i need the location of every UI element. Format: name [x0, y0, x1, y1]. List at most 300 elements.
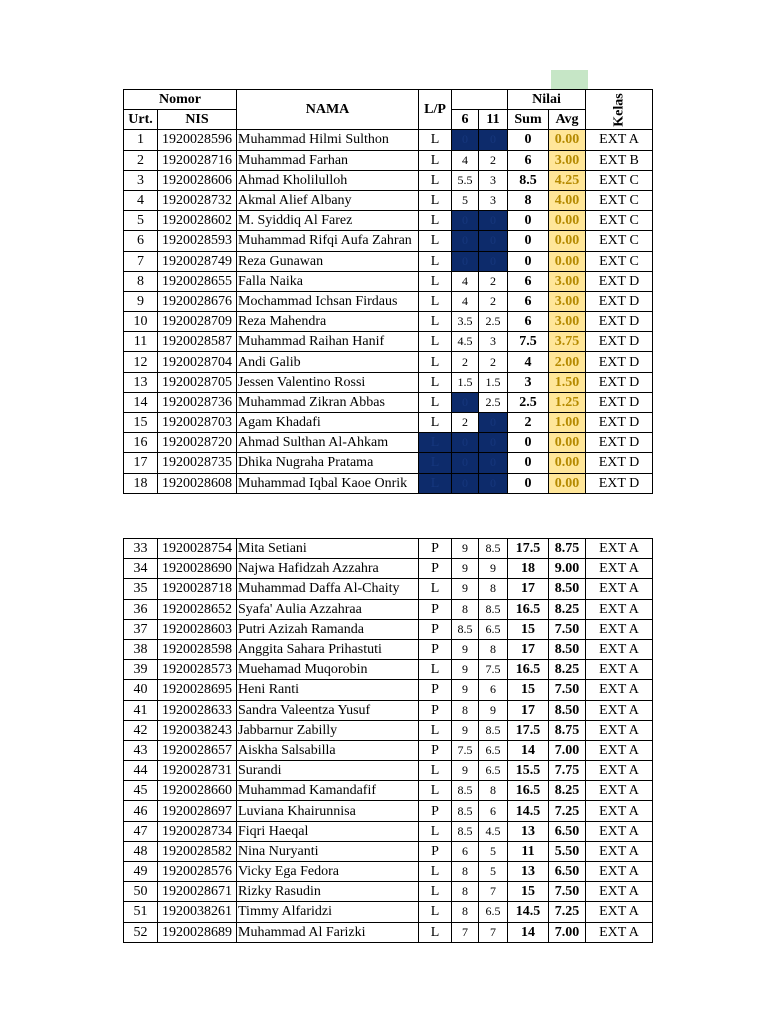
table-row	[124, 453, 653, 473]
cell-avg: 8.25	[549, 660, 586, 680]
cell-urt: 40	[124, 680, 158, 700]
cell-nis: 1920028598	[158, 639, 237, 659]
header-nilai: Nilai	[508, 90, 586, 110]
cell-lp: L	[419, 150, 452, 170]
cell-nis: 1920028749	[158, 251, 237, 271]
table-row	[124, 413, 653, 433]
cell-nis: 1920028735	[158, 453, 237, 473]
cell-nama: Mita Setiani	[237, 539, 419, 559]
cell-urt: 13	[124, 372, 158, 392]
table-row	[124, 433, 653, 453]
cell-score-6: 8.5	[452, 781, 479, 801]
cell-score-6: 0	[452, 453, 479, 473]
cell-avg: 0.00	[549, 231, 586, 251]
cell-kelas: EXT A	[586, 821, 653, 841]
cell-nama: Akmal Alief Albany	[237, 190, 419, 210]
cell-nis: 1920028671	[158, 882, 237, 902]
cell-lp: L	[419, 211, 452, 231]
cell-score-6: 9	[452, 639, 479, 659]
cell-lp: P	[419, 841, 452, 861]
cell-nama: Muhammad Iqbal Kaoe Onrik	[237, 473, 419, 493]
header-s6: 6	[452, 110, 479, 130]
cell-score-6: 9	[452, 720, 479, 740]
cell-avg: 8.50	[549, 579, 586, 599]
cell-urt: 5	[124, 211, 158, 231]
cell-kelas: EXT D	[586, 392, 653, 412]
cell-score-11: 0	[479, 413, 508, 433]
cell-nama: Dhika Nugraha Pratama	[237, 453, 419, 473]
cell-urt: 8	[124, 271, 158, 291]
cell-nama: Luviana Khairunnisa	[237, 801, 419, 821]
cell-kelas: EXT A	[586, 781, 653, 801]
cell-lp: L	[419, 130, 452, 150]
cell-sum: 0	[508, 130, 549, 150]
cell-score-6: 0	[452, 473, 479, 493]
cell-score-6: 8	[452, 700, 479, 720]
cell-nama: Muehamad Muqorobin	[237, 660, 419, 680]
cell-urt: 44	[124, 761, 158, 781]
cell-score-11: 3	[479, 332, 508, 352]
cell-avg: 7.00	[549, 922, 586, 942]
cell-urt: 45	[124, 781, 158, 801]
cell-nis: 1920028657	[158, 740, 237, 760]
cell-score-11: 8.5	[479, 539, 508, 559]
cell-lp: P	[419, 559, 452, 579]
cell-avg: 8.50	[549, 639, 586, 659]
cell-nis: 1920028576	[158, 862, 237, 882]
cell-sum: 7.5	[508, 332, 549, 352]
cell-score-6: 3.5	[452, 312, 479, 332]
cell-kelas: EXT D	[586, 291, 653, 311]
table-row	[124, 539, 653, 559]
cell-score-11: 2	[479, 271, 508, 291]
cell-sum: 0	[508, 211, 549, 231]
cell-sum: 15	[508, 882, 549, 902]
cell-nama: Putri Azizah Ramanda	[237, 619, 419, 639]
cell-nama: Muhammad Zikran Abbas	[237, 392, 419, 412]
cell-avg: 8.50	[549, 700, 586, 720]
header-avg: Avg	[549, 110, 586, 130]
cell-sum: 14.5	[508, 902, 549, 922]
cell-urt: 46	[124, 801, 158, 821]
cell-score-11: 8	[479, 639, 508, 659]
cell-sum: 4	[508, 352, 549, 372]
cell-kelas: EXT D	[586, 413, 653, 433]
cell-sum: 15	[508, 680, 549, 700]
score-table-top	[123, 89, 653, 494]
table-row	[124, 821, 653, 841]
table-row	[124, 352, 653, 372]
cell-kelas: EXT A	[586, 902, 653, 922]
cell-urt: 6	[124, 231, 158, 251]
cell-lp: L	[419, 660, 452, 680]
cell-nama: Falla Naika	[237, 271, 419, 291]
cell-urt: 36	[124, 599, 158, 619]
cell-lp: P	[419, 619, 452, 639]
cell-score-11: 2.5	[479, 392, 508, 412]
cell-score-6: 9	[452, 579, 479, 599]
cell-kelas: EXT C	[586, 231, 653, 251]
cell-sum: 6	[508, 312, 549, 332]
cell-urt: 7	[124, 251, 158, 271]
table-row	[124, 372, 653, 392]
cell-sum: 17	[508, 579, 549, 599]
cell-kelas: EXT D	[586, 433, 653, 453]
cell-score-6: 4.5	[452, 332, 479, 352]
cell-kelas: EXT A	[586, 882, 653, 902]
table-row	[124, 332, 653, 352]
cell-nis: 1920028608	[158, 473, 237, 493]
cell-avg: 0.00	[549, 473, 586, 493]
cell-nama: Muhammad Rifqi Aufa Zahran	[237, 231, 419, 251]
cell-nis: 1920028734	[158, 821, 237, 841]
cell-sum: 17	[508, 639, 549, 659]
cell-score-11: 6.5	[479, 761, 508, 781]
cell-nis: 1920028705	[158, 372, 237, 392]
cell-lp: L	[419, 922, 452, 942]
cell-nis: 1920028602	[158, 211, 237, 231]
cell-nama: Muhammad Hilmi Sulthon	[237, 130, 419, 150]
cell-nama: Heni Ranti	[237, 680, 419, 700]
cell-lp: P	[419, 599, 452, 619]
table-row	[124, 291, 653, 311]
cell-nis: 1920028690	[158, 559, 237, 579]
cell-score-6: 5.5	[452, 170, 479, 190]
cell-lp: L	[419, 902, 452, 922]
cell-avg: 7.50	[549, 680, 586, 700]
cell-kelas: EXT D	[586, 312, 653, 332]
cell-urt: 2	[124, 150, 158, 170]
cell-score-11: 1.5	[479, 372, 508, 392]
cell-score-6: 9	[452, 761, 479, 781]
table-row	[124, 271, 653, 291]
cell-nama: Aiskha Salsabilla	[237, 740, 419, 760]
cell-avg: 7.50	[549, 882, 586, 902]
cell-kelas: EXT A	[586, 680, 653, 700]
cell-kelas: EXT A	[586, 761, 653, 781]
cell-lp: L	[419, 392, 452, 412]
cell-nis: 1920028689	[158, 922, 237, 942]
table-row	[124, 312, 653, 332]
table-row	[124, 251, 653, 271]
cell-urt: 34	[124, 559, 158, 579]
cell-avg: 7.50	[549, 619, 586, 639]
cell-score-6: 1.5	[452, 372, 479, 392]
cell-score-11: 5	[479, 841, 508, 861]
cell-avg: 8.75	[549, 539, 586, 559]
cell-avg: 3.00	[549, 291, 586, 311]
header-blank	[452, 90, 508, 110]
cell-nis: 1920028704	[158, 352, 237, 372]
cell-score-11: 2	[479, 291, 508, 311]
cell-nama: Fiqri Haeqal	[237, 821, 419, 841]
table-row	[124, 579, 653, 599]
cell-lp: P	[419, 639, 452, 659]
cell-avg: 6.50	[549, 821, 586, 841]
cell-nama: Surandi	[237, 761, 419, 781]
cell-score-6: 9	[452, 559, 479, 579]
table-row	[124, 473, 653, 493]
cell-avg: 3.00	[549, 312, 586, 332]
cell-nis: 1920028593	[158, 231, 237, 251]
cell-urt: 43	[124, 740, 158, 760]
table-row	[124, 781, 653, 801]
cell-score-11: 6.5	[479, 619, 508, 639]
cell-avg: 8.25	[549, 781, 586, 801]
cell-urt: 52	[124, 922, 158, 942]
table-row	[124, 862, 653, 882]
cell-lp: L	[419, 473, 452, 493]
cell-score-11: 9	[479, 559, 508, 579]
cell-nama: Andi Galib	[237, 352, 419, 372]
cell-urt: 1	[124, 130, 158, 150]
cell-urt: 9	[124, 291, 158, 311]
cell-score-11: 7	[479, 882, 508, 902]
cell-nama: Syafa' Aulia Azzahraa	[237, 599, 419, 619]
cell-sum: 0	[508, 231, 549, 251]
cell-kelas: EXT C	[586, 251, 653, 271]
cell-urt: 37	[124, 619, 158, 639]
cell-sum: 6	[508, 291, 549, 311]
cell-lp: L	[419, 821, 452, 841]
cell-urt: 18	[124, 473, 158, 493]
cell-kelas: EXT A	[586, 841, 653, 861]
cell-score-11: 8.5	[479, 720, 508, 740]
cell-avg: 7.25	[549, 801, 586, 821]
table-row	[124, 922, 653, 942]
cell-lp: L	[419, 170, 452, 190]
cell-score-11: 6.5	[479, 902, 508, 922]
cell-kelas: EXT D	[586, 473, 653, 493]
header-nama: NAMA	[237, 90, 419, 130]
cell-score-11: 7.5	[479, 660, 508, 680]
cell-avg: 6.50	[549, 862, 586, 882]
cell-nis: 1920028676	[158, 291, 237, 311]
cell-nis: 1920028695	[158, 680, 237, 700]
table-row	[124, 902, 653, 922]
cell-avg: 0.00	[549, 130, 586, 150]
cell-nama: Timmy Alfaridzi	[237, 902, 419, 922]
cell-kelas: EXT A	[586, 579, 653, 599]
cell-score-6: 8.5	[452, 619, 479, 639]
cell-nama: Sandra Valeentza Yusuf	[237, 700, 419, 720]
cell-sum: 8	[508, 190, 549, 210]
cell-score-11: 0	[479, 130, 508, 150]
cell-urt: 39	[124, 660, 158, 680]
table-row	[124, 619, 653, 639]
table-row	[124, 882, 653, 902]
cell-nis: 1920028720	[158, 433, 237, 453]
cell-score-6: 4	[452, 150, 479, 170]
cell-sum: 18	[508, 559, 549, 579]
cell-kelas: EXT A	[586, 700, 653, 720]
cell-nis: 1920028655	[158, 271, 237, 291]
cell-lp: L	[419, 190, 452, 210]
cell-score-6: 9	[452, 539, 479, 559]
cell-nis: 1920028732	[158, 190, 237, 210]
cell-score-6: 0	[452, 251, 479, 271]
cell-score-11: 7	[479, 922, 508, 942]
header-lp: L/P	[419, 90, 452, 130]
cell-urt: 49	[124, 862, 158, 882]
cell-score-11: 6	[479, 680, 508, 700]
cell-score-11: 3	[479, 170, 508, 190]
cell-sum: 17	[508, 700, 549, 720]
cell-score-11: 3	[479, 190, 508, 210]
cell-lp: L	[419, 332, 452, 352]
cell-lp: P	[419, 680, 452, 700]
table-row	[124, 841, 653, 861]
cell-score-6: 8	[452, 902, 479, 922]
cell-nis: 1920028596	[158, 130, 237, 150]
cell-avg: 4.25	[549, 170, 586, 190]
table-row	[124, 150, 653, 170]
cell-lp: L	[419, 291, 452, 311]
cell-nis: 1920028587	[158, 332, 237, 352]
cell-avg: 4.00	[549, 190, 586, 210]
cell-score-11: 2.5	[479, 312, 508, 332]
table-row	[124, 660, 653, 680]
cell-urt: 17	[124, 453, 158, 473]
cell-urt: 47	[124, 821, 158, 841]
cell-nis: 1920028606	[158, 170, 237, 190]
cell-urt: 51	[124, 902, 158, 922]
header-s11: 11	[479, 110, 508, 130]
cell-avg: 0.00	[549, 211, 586, 231]
cell-score-6: 5	[452, 190, 479, 210]
cell-avg: 0.00	[549, 251, 586, 271]
cell-score-11: 8	[479, 579, 508, 599]
table-row	[124, 761, 653, 781]
cell-avg: 7.25	[549, 902, 586, 922]
cell-lp: L	[419, 251, 452, 271]
cell-avg: 3.00	[549, 150, 586, 170]
cell-score-6: 8.5	[452, 801, 479, 821]
cell-lp: L	[419, 231, 452, 251]
cell-urt: 15	[124, 413, 158, 433]
cell-sum: 6	[508, 271, 549, 291]
cell-lp: L	[419, 761, 452, 781]
cell-sum: 14	[508, 740, 549, 760]
cell-lp: P	[419, 801, 452, 821]
cell-kelas: EXT C	[586, 211, 653, 231]
table-row	[124, 559, 653, 579]
table-row	[124, 130, 653, 150]
cell-nis: 1920028652	[158, 599, 237, 619]
cell-nis: 1920028731	[158, 761, 237, 781]
header-kelas	[586, 90, 653, 130]
cell-sum: 0	[508, 251, 549, 271]
cell-nis: 1920038243	[158, 720, 237, 740]
cell-sum: 14.5	[508, 801, 549, 821]
cell-urt: 3	[124, 170, 158, 190]
cell-score-6: 9	[452, 660, 479, 680]
cell-lp: P	[419, 700, 452, 720]
cell-score-11: 0	[479, 433, 508, 453]
cell-score-6: 0	[452, 231, 479, 251]
cell-kelas: EXT A	[586, 720, 653, 740]
cell-nis: 1920028603	[158, 619, 237, 639]
table-row	[124, 700, 653, 720]
cell-nama: Reza Gunawan	[237, 251, 419, 271]
cell-urt: 35	[124, 579, 158, 599]
cell-lp: L	[419, 372, 452, 392]
cell-score-6: 8	[452, 599, 479, 619]
highlight-cell	[551, 70, 588, 90]
cell-lp: L	[419, 433, 452, 453]
cell-lp: L	[419, 781, 452, 801]
cell-nama: Ahmad Kholilulloh	[237, 170, 419, 190]
cell-lp: L	[419, 453, 452, 473]
cell-sum: 0	[508, 433, 549, 453]
cell-score-11: 8	[479, 781, 508, 801]
cell-score-6: 6	[452, 841, 479, 861]
cell-lp: P	[419, 740, 452, 760]
cell-nama: Mochammad Ichsan Firdaus	[237, 291, 419, 311]
cell-score-6: 0	[452, 392, 479, 412]
cell-avg: 2.00	[549, 352, 586, 372]
cell-kelas: EXT A	[586, 130, 653, 150]
cell-nama: Ahmad Sulthan Al-Ahkam	[237, 433, 419, 453]
header-kelas-label: Kelas	[611, 92, 627, 127]
cell-urt: 12	[124, 352, 158, 372]
cell-score-6: 0	[452, 433, 479, 453]
table-row	[124, 231, 653, 251]
cell-lp: L	[419, 882, 452, 902]
cell-lp: L	[419, 271, 452, 291]
cell-nis: 1920028703	[158, 413, 237, 433]
cell-score-11: 0	[479, 251, 508, 271]
cell-avg: 1.00	[549, 413, 586, 433]
cell-score-6: 4	[452, 291, 479, 311]
cell-lp: L	[419, 413, 452, 433]
cell-nama: Jessen Valentino Rossi	[237, 372, 419, 392]
cell-nama: Agam Khadafi	[237, 413, 419, 433]
cell-score-6: 9	[452, 680, 479, 700]
cell-urt: 10	[124, 312, 158, 332]
cell-avg: 8.75	[549, 720, 586, 740]
cell-nis: 1920038261	[158, 902, 237, 922]
cell-nis: 1920028754	[158, 539, 237, 559]
cell-kelas: EXT A	[586, 740, 653, 760]
cell-avg: 7.00	[549, 740, 586, 760]
cell-urt: 11	[124, 332, 158, 352]
cell-urt: 16	[124, 433, 158, 453]
cell-kelas: EXT A	[586, 559, 653, 579]
cell-sum: 0	[508, 473, 549, 493]
cell-lp: L	[419, 352, 452, 372]
cell-avg: 1.25	[549, 392, 586, 412]
cell-score-6: 8.5	[452, 821, 479, 841]
cell-score-11: 9	[479, 700, 508, 720]
cell-kelas: EXT A	[586, 639, 653, 659]
cell-nama: M. Syiddiq Al Farez	[237, 211, 419, 231]
cell-kelas: EXT A	[586, 539, 653, 559]
cell-kelas: EXT D	[586, 372, 653, 392]
cell-nama: Nina Nuryanti	[237, 841, 419, 861]
cell-urt: 38	[124, 639, 158, 659]
cell-kelas: EXT A	[586, 619, 653, 639]
cell-sum: 3	[508, 372, 549, 392]
cell-nis: 1920028736	[158, 392, 237, 412]
cell-kelas: EXT D	[586, 332, 653, 352]
table-row	[124, 680, 653, 700]
cell-kelas: EXT D	[586, 352, 653, 372]
cell-score-11: 0	[479, 211, 508, 231]
cell-urt: 4	[124, 190, 158, 210]
cell-avg: 0.00	[549, 433, 586, 453]
cell-lp: L	[419, 720, 452, 740]
